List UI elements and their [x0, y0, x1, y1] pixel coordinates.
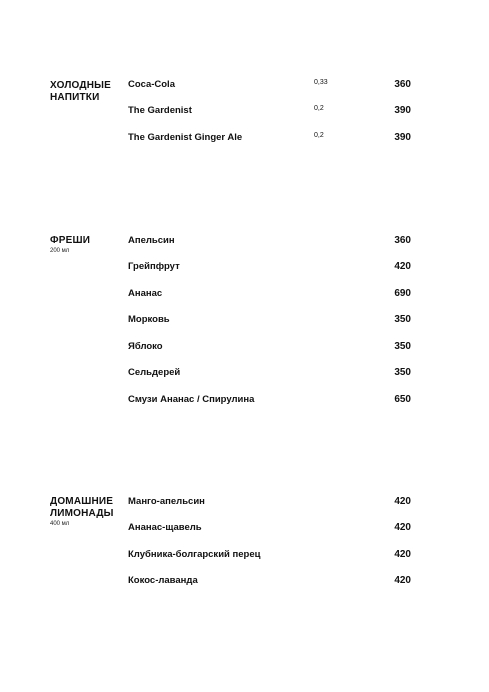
item-name: Кокос-лаванда [128, 575, 198, 586]
menu-item [0, 521, 489, 535]
menu-item [0, 131, 489, 145]
category-volume-note: 200 мл [50, 248, 70, 254]
item-name: Смузи Ананас / Спирулина [128, 394, 255, 405]
item-name: Клубника-болгарский перец [128, 549, 261, 560]
item-price: 690 [394, 288, 411, 299]
item-price: 420 [394, 261, 411, 272]
item-price: 420 [394, 549, 411, 560]
menu-item [0, 495, 489, 509]
menu-item [0, 260, 489, 274]
item-name: Ананас [128, 288, 163, 299]
item-volume: 0,2 [314, 132, 324, 139]
menu-item [0, 393, 489, 407]
item-price: 650 [394, 394, 411, 405]
category-title: ДОМАШНИЕ ЛИМОНАДЫ [50, 496, 114, 519]
item-name: Апельсин [128, 235, 175, 246]
menu-item [0, 574, 489, 588]
item-price: 420 [394, 522, 411, 533]
item-price: 350 [394, 314, 411, 325]
menu-item [0, 78, 489, 92]
menu-item [0, 104, 489, 118]
item-name: Яблоко [128, 341, 163, 352]
category-title: ФРЕШИ [50, 235, 91, 246]
menu-item [0, 313, 489, 327]
menu-item [0, 366, 489, 380]
item-price: 360 [394, 79, 411, 90]
item-name: Coca-Cola [128, 79, 175, 90]
item-price: 360 [394, 235, 411, 246]
category-title: ХОЛОДНЫЕ НАПИТКИ [50, 80, 112, 103]
item-name: Ананас-щавель [128, 522, 202, 533]
item-price: 350 [394, 341, 411, 352]
item-price: 420 [394, 496, 411, 507]
menu-item [0, 340, 489, 354]
category-volume-note: 400 мл [50, 521, 70, 527]
item-name: The Gardenist [128, 105, 192, 116]
item-price: 420 [394, 575, 411, 586]
menu-item [0, 234, 489, 248]
item-name: Грейпфрут [128, 261, 180, 272]
item-price: 390 [394, 132, 411, 143]
menu-item [0, 548, 489, 562]
item-name: The Gardenist Ginger Ale [128, 132, 243, 143]
item-name: Манго-апельсин [128, 496, 205, 507]
item-volume: 0,33 [314, 79, 328, 86]
item-name: Сельдерей [128, 367, 181, 378]
item-price: 390 [394, 105, 411, 116]
menu-item [0, 287, 489, 301]
item-price: 350 [394, 367, 411, 378]
item-name: Морковь [128, 314, 170, 325]
item-volume: 0,2 [314, 105, 324, 112]
